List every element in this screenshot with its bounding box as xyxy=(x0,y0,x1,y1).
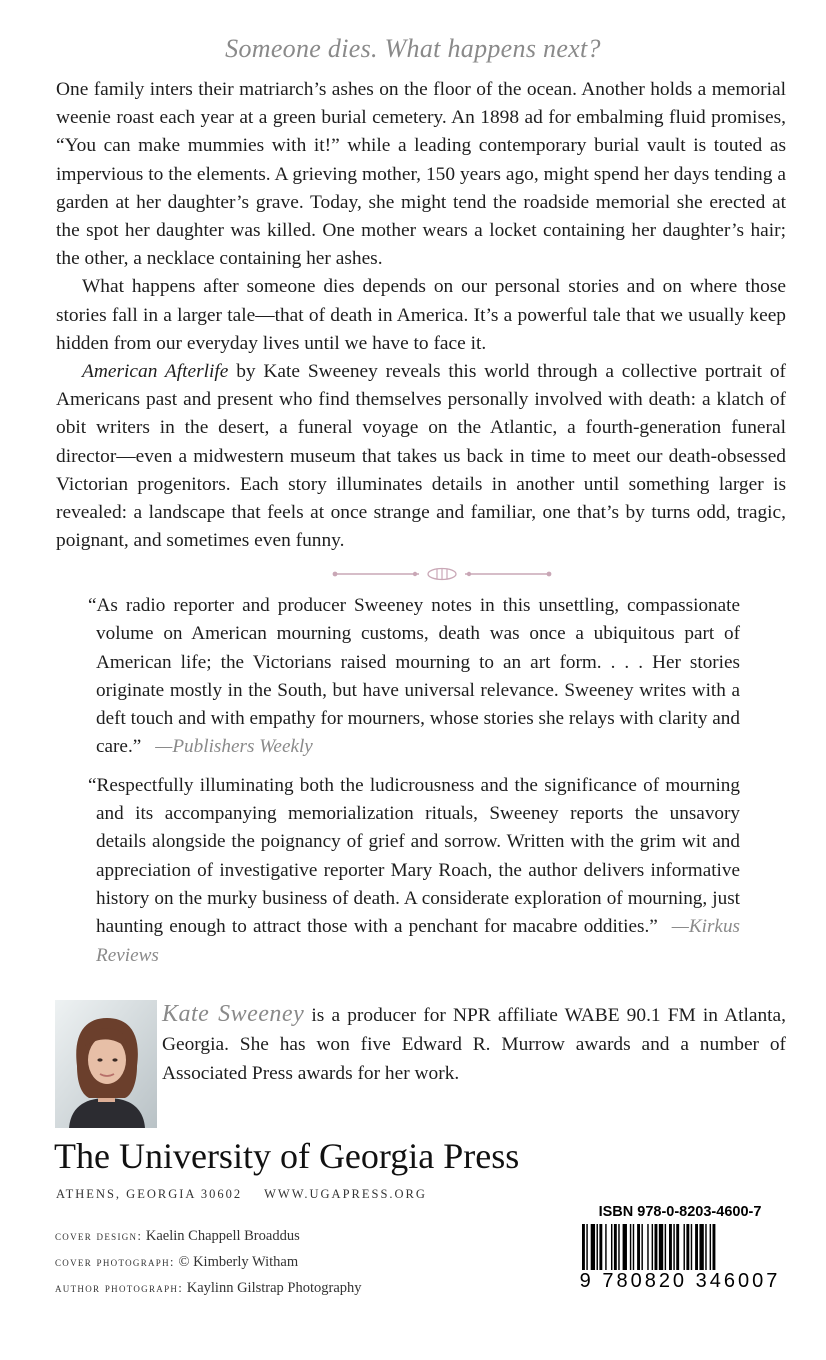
review-quotes xyxy=(88,592,740,980)
barcode-bar xyxy=(673,1224,674,1270)
barcode-bar xyxy=(659,1224,663,1270)
barcode-bar xyxy=(633,1224,634,1270)
barcode-bar xyxy=(623,1224,627,1270)
credit-value: Kaylinn Gilstrap Photography xyxy=(186,1280,362,1296)
credit-label: author photograph: xyxy=(55,1280,184,1295)
publisher-name: The University of Georgia Press xyxy=(54,1136,520,1176)
review-quote-1 xyxy=(88,592,740,762)
credit-label: cover photograph: xyxy=(55,1254,175,1269)
review-quote-text: “Respectfully illuminating both the ludicrousness and the significance of mourning and its accompanying memorialization rituals, Sweeney reports the unsavory details alongside the poignancy of grief and sorrow. Written with the grim wit and appreciation of investigative reporter Mary Roach, the author delivers informative history on the murky business of death. A considerate exploration of mourning, just haunting enough to attract those with a penchant for macabre oddities.” xyxy=(88,774,740,938)
isbn-text: ISBN 978-0-8203-4600-7 xyxy=(598,1204,762,1220)
credit-label: cover design: xyxy=(55,1228,143,1243)
barcode-bar xyxy=(710,1224,711,1270)
description-paragraph-3 xyxy=(56,358,786,555)
barcode-bar xyxy=(599,1224,602,1270)
barcode-bar xyxy=(652,1224,653,1270)
barcode-bar xyxy=(586,1224,587,1270)
barcode-bar xyxy=(591,1224,595,1270)
credit-cover-design xyxy=(55,1226,362,1252)
barcode-bar xyxy=(618,1224,619,1270)
credit-value: © Kimberly Witham xyxy=(178,1254,299,1270)
publisher-address xyxy=(56,1187,427,1202)
tagline: Someone dies. What happens next? xyxy=(225,34,601,63)
credit-author-photograph xyxy=(55,1278,362,1304)
credits xyxy=(55,1226,362,1304)
credit-value: Kaelin Chappell Broaddus xyxy=(145,1228,300,1244)
barcode-bar xyxy=(665,1224,666,1270)
barcode-bar xyxy=(582,1224,585,1270)
barcode-bar xyxy=(647,1224,648,1270)
review-quote-source: —Kirkus Reviews xyxy=(96,916,740,966)
barcode-bar xyxy=(641,1224,642,1270)
review-quote-text: “As radio reporter and producer Sweeney notes in this unsettling, compassionate volume on American mourning customs, death was once a ubiquitous part of American life; the Victorians raised mourning to an art form. . . . Her stories originate mostly in the South, but have universal relevance. Sweeney writes with a deft touch and with empathy for mourners, whose stories she relays with clarity and care.” xyxy=(88,595,740,758)
barcode-bar xyxy=(655,1224,658,1270)
barcode-bar xyxy=(669,1224,672,1270)
barcode-bar xyxy=(684,1224,685,1270)
barcode-bar xyxy=(597,1224,598,1270)
barcode-bar xyxy=(713,1224,716,1270)
barcode-bar xyxy=(686,1224,689,1270)
author-bio-text: is a producer for NPR affiliate WABE 90.1 FM in Atlanta, Georgia. She has won five Edward R. Murrow awards and a number of Associated Press awards for her work. xyxy=(162,1005,786,1084)
review-quote-2 xyxy=(88,772,740,970)
barcode-bar xyxy=(614,1224,617,1270)
author-name: Kate Sweeney xyxy=(162,1001,305,1027)
barcode-bar xyxy=(611,1224,612,1270)
ornament-divider xyxy=(331,566,553,582)
description-paragraph-2: What happens after someone dies depends on our personal stories and on where those stories fall in a larger tale—that of death in America. It’s a powerful tale that we usually keep hidden from our everyday lives until we have to face it. xyxy=(56,276,786,354)
barcode-bar xyxy=(630,1224,631,1270)
barcode-bar xyxy=(637,1224,640,1270)
barcode-bar xyxy=(699,1224,703,1270)
author-photo xyxy=(55,1000,157,1128)
barcode-bar xyxy=(605,1224,606,1270)
author-bio xyxy=(162,1000,786,1088)
description-paragraph-3-text: by Kate Sweeney reveals this world through a collective portrait of Americans past and present who find themselves personally involved with death: a klatch of obit writers in the desert, a funeral voyage on the Atlantic, a fourth-generation funeral director—even a midwestern museum that takes us back in time to meet our death-obsessed Victorian progenitors. Each story illuminates details in another until something larger is revealed: a landscape that feels at once strange and familiar, one that’s by turns odd, tragic, poignant, and sometimes even funny. xyxy=(56,361,786,552)
barcode-bar xyxy=(695,1224,698,1270)
publisher-website: WWW.UGAPRESS.ORG xyxy=(264,1187,427,1201)
barcode-number: 9 780820 346007 xyxy=(579,1270,781,1292)
barcode-bar xyxy=(676,1224,679,1270)
book-title: American Afterlife xyxy=(82,361,229,383)
review-quote-source: —Publishers Weekly xyxy=(155,736,313,758)
description-paragraph-1: One family inters their matriarch’s ashes on the floor of the ocean. Another holds a memorial weenie roast each year at a green burial cemetery. An 1898 ad for embalming fluid promises, “You can make mummies with it!” while a leading contemporary burial vault is touted as impervious to the elements. A grieving mother, 150 years ago, might spend her days tending a garden at her daughter’s grave. Today, she might tend the roadside memorial she erected at the spot her daughter was killed. One mother wears a locket containing her daughter’s hair; the other, a necklace containing her ashes. xyxy=(56,79,786,270)
book-description xyxy=(56,76,786,555)
credit-cover-photograph xyxy=(55,1252,362,1278)
barcode-bar xyxy=(705,1224,706,1270)
barcode-bar xyxy=(691,1224,692,1270)
isbn-barcode xyxy=(574,1198,786,1304)
publisher-city: ATHENS, GEORGIA 30602 xyxy=(56,1187,243,1201)
